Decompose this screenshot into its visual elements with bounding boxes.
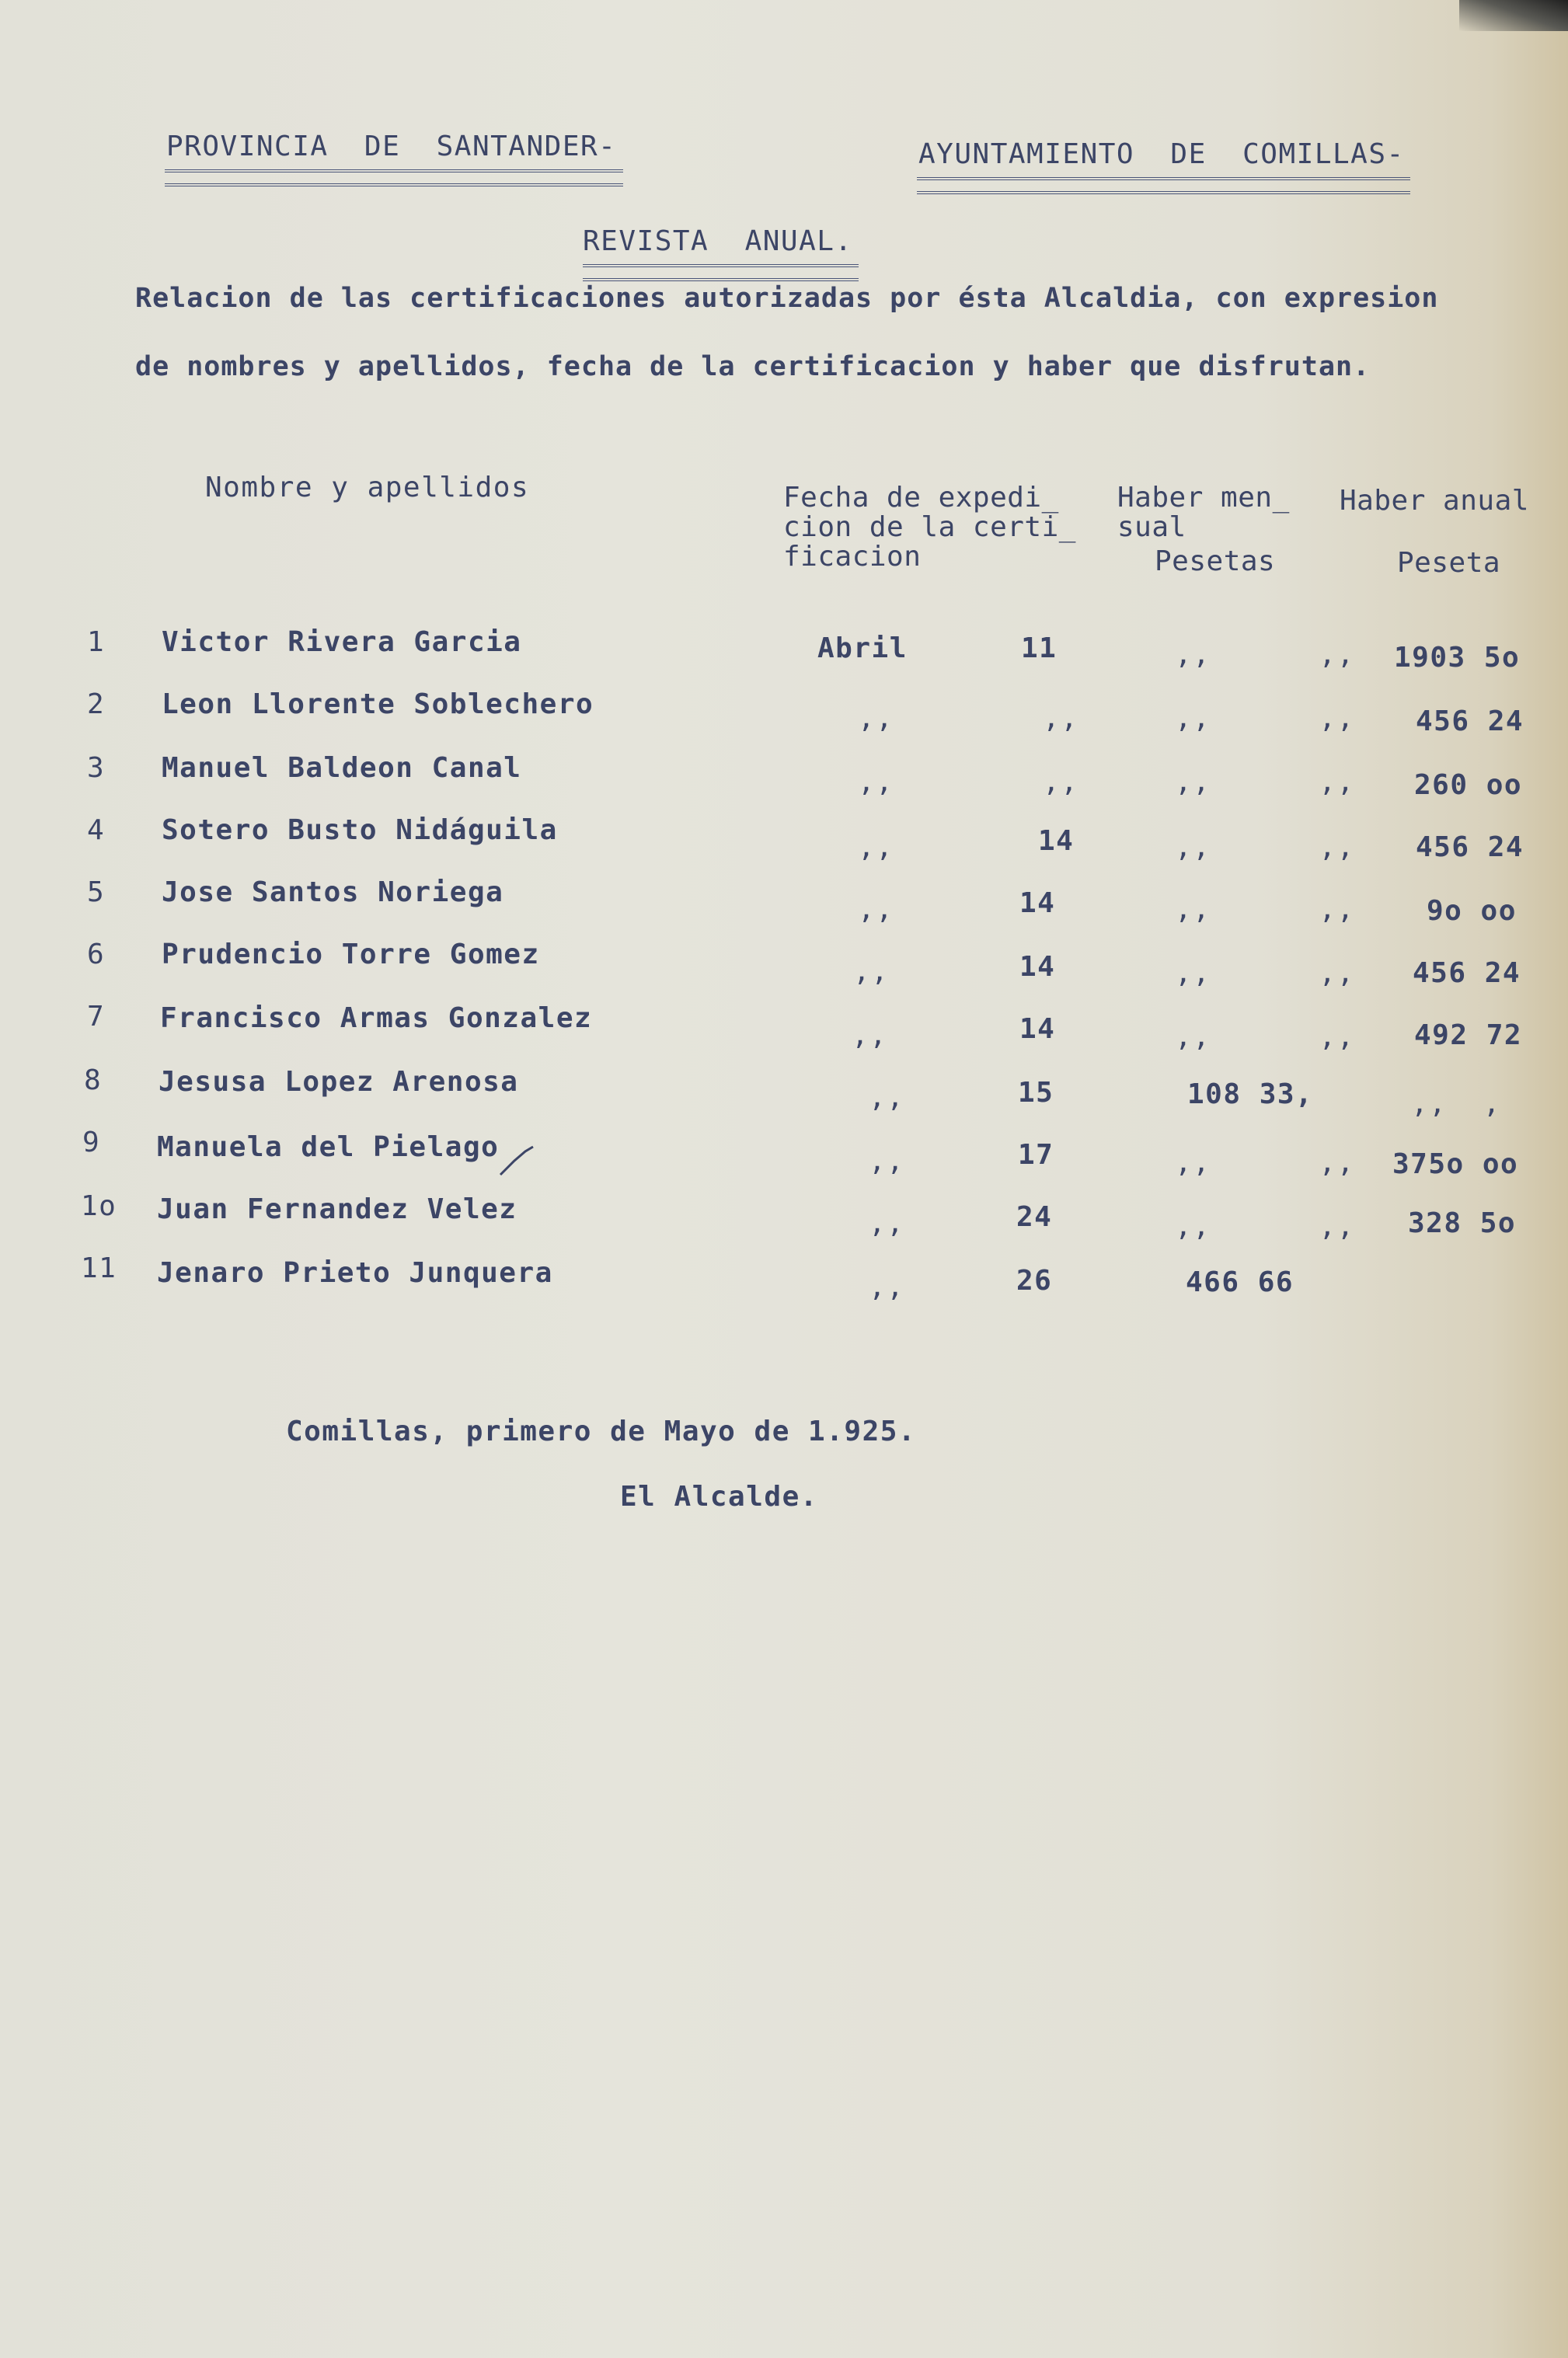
municipality-underline (917, 177, 1410, 194)
row-name: Juan Fernandez Velez (157, 1193, 517, 1225)
row-name: Manuela del Pielago (157, 1131, 500, 1163)
intro-line-2: de nombres y apellidos, fecha de la certificacion y haber que disfrutan. (135, 351, 1371, 382)
row-day: 26 (1016, 1265, 1053, 1297)
column-header-date-2: cion de la certi_ (783, 511, 1076, 543)
column-header-date-3: ficacion (783, 541, 922, 573)
row-day: ,, (1043, 702, 1079, 734)
row-monthly: ,, ,, (1175, 639, 1355, 670)
intro-line-1: Relacion de las certificaciones autorizadas por ésta Alcaldia, con expresion (135, 283, 1439, 314)
row-annual: 456 24 (1416, 831, 1524, 863)
row-month: ,, (858, 702, 894, 734)
row-name: Victor Rivera Garcia (162, 626, 522, 658)
row-monthly: ,, ,, (1175, 893, 1355, 925)
row-month: Abril (817, 632, 908, 664)
row-annual: 260 oo (1414, 769, 1523, 801)
row-number: 1 (87, 626, 106, 658)
row-monthly: ,, ,, (1175, 702, 1355, 734)
row-monthly: ,, ,, (1175, 766, 1355, 798)
row-annual: 456 24 (1416, 705, 1524, 737)
pen-stroke-mark (497, 1141, 536, 1179)
row-day: 11 (1021, 632, 1058, 664)
row-number: 2 (87, 688, 106, 720)
row-month: ,, (869, 1081, 905, 1113)
row-number: 3 (87, 752, 106, 784)
row-annual: 328 5o (1408, 1207, 1517, 1239)
row-annual: 492 72 (1414, 1019, 1523, 1051)
row-day: ,, (1043, 766, 1079, 798)
row-monthly: 466 66 (1186, 1266, 1294, 1298)
row-month: ,, (858, 831, 894, 863)
row-number: 7 (87, 1001, 106, 1033)
row-monthly: ,, ,, (1175, 1147, 1355, 1179)
row-month: ,, (858, 766, 894, 798)
row-number: 1o (81, 1190, 117, 1222)
row-annual: ,, , (1411, 1088, 1501, 1120)
document-title: REVISTA ANUAL. (583, 225, 853, 257)
column-header-annual-1: Haber anual (1340, 485, 1529, 517)
province-underline (165, 169, 623, 186)
row-number: 4 (87, 814, 106, 846)
row-monthly: ,, ,, (1175, 1021, 1355, 1053)
row-month: ,, (853, 956, 890, 987)
row-number: 9 (82, 1127, 101, 1158)
row-month: ,, (869, 1145, 905, 1177)
row-name: Jose Santos Noriega (162, 876, 504, 908)
torn-corner (1459, 0, 1568, 31)
row-day: 15 (1018, 1077, 1054, 1109)
row-name: Francisco Armas Gonzalez (160, 1002, 593, 1034)
title-underline (583, 264, 859, 281)
row-monthly: ,, ,, (1175, 957, 1355, 989)
row-annual: 456 24 (1413, 957, 1521, 989)
row-month: ,, (858, 893, 894, 925)
row-month: ,, (852, 1019, 888, 1051)
province-heading: PROVINCIA DE SANTANDER- (166, 131, 617, 162)
place-and-date: Comillas, primero de Mayo de 1.925. (286, 1416, 917, 1447)
row-name: Manuel Baldeon Canal (162, 752, 522, 784)
column-header-name: Nombre y apellidos (205, 472, 530, 503)
row-month: ,, (869, 1271, 905, 1303)
row-day: 17 (1018, 1139, 1054, 1171)
row-number: 8 (84, 1064, 103, 1096)
column-header-annual-3: Peseta (1397, 547, 1501, 579)
row-monthly: ,, ,, (1175, 831, 1355, 863)
row-number: 6 (87, 939, 106, 970)
row-month: ,, (869, 1207, 905, 1239)
column-header-monthly-1: Haber men_ (1117, 482, 1290, 514)
column-header-date-1: Fecha de expedi_ (783, 482, 1059, 514)
column-header-monthly-3: Pesetas (1155, 545, 1276, 577)
row-day: 14 (1019, 887, 1056, 919)
row-day: 24 (1016, 1201, 1053, 1233)
municipality-heading: AYUNTAMIENTO DE COMILLAS- (918, 138, 1405, 170)
row-monthly: 108 33, (1187, 1078, 1314, 1110)
row-number: 11 (81, 1252, 117, 1284)
row-day: 14 (1019, 951, 1056, 983)
column-header-monthly-2: sual (1117, 511, 1186, 543)
row-name: Leon Llorente Soblechero (162, 688, 594, 720)
row-name: Sotero Busto Nidáguila (162, 814, 558, 846)
row-monthly: ,, ,, (1175, 1210, 1355, 1242)
row-day: 14 (1038, 825, 1075, 857)
row-annual: 9o oo (1427, 895, 1517, 927)
row-name: Prudencio Torre Gomez (162, 939, 540, 970)
row-annual: 1903 5o (1394, 642, 1521, 674)
signature-line: El Alcalde. (620, 1481, 818, 1513)
row-day: 14 (1019, 1013, 1056, 1045)
row-annual: 375o oo (1392, 1148, 1519, 1180)
row-name: Jenaro Prieto Junquera (157, 1257, 553, 1289)
row-number: 5 (87, 876, 106, 908)
row-name: Jesusa Lopez Arenosa (159, 1066, 519, 1098)
